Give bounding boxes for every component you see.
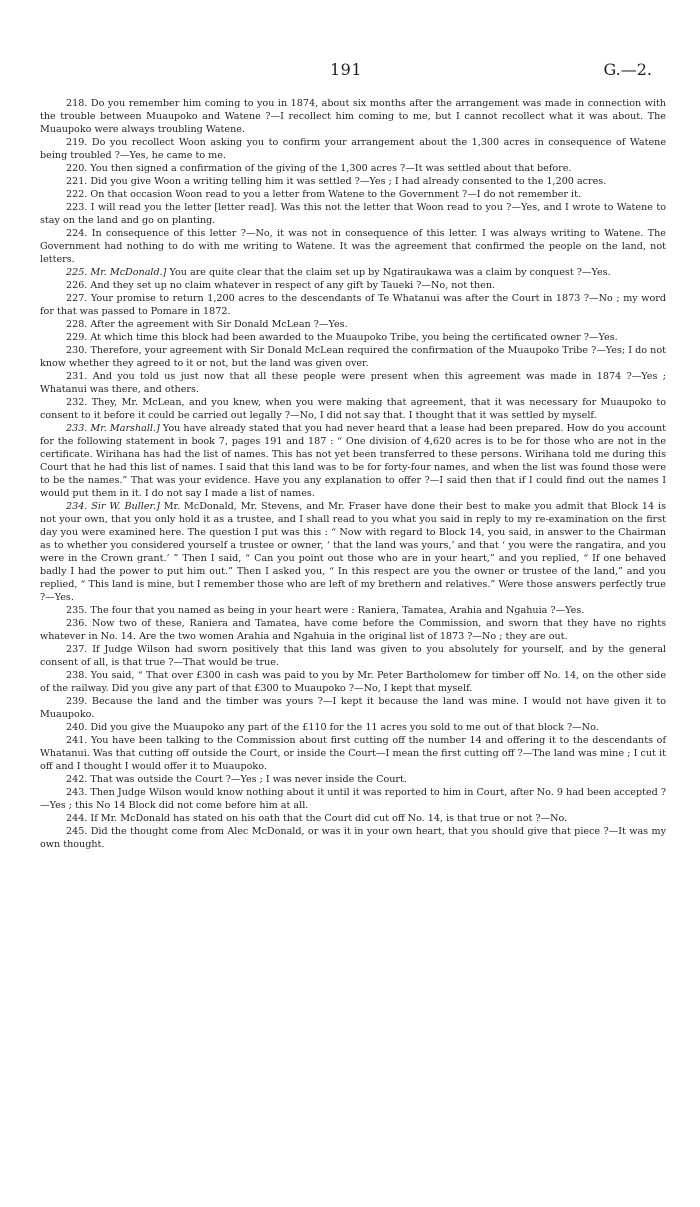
paragraph-text: You have already stated that you had never heard that a lease had been prepared. How do you account for the following statement in book 7, pages 191 and 187 : “ One division of 4,620 acres is to be for those who are not in the certificate. Wirihana has had the list of names. This has not yet been transferred to these persons. Wirihana told me during this Court that he had this list of names. I said that this land was to be for forty-four names, and when the list was found those were to be the names.” That was your evidence. Have you any explanation to offer ?—I said then that if I could find out the names I would put them in it. I do not say I made a list of names.	[40, 423, 666, 499]
testimony-paragraph	[40, 97, 666, 136]
paragraph-text: 245. Did the thought come from Alec McDonald, or was it in your own heart, that you should give that piece ?—It was my own thought.	[40, 826, 666, 850]
testimony-paragraph	[40, 318, 666, 331]
paragraph-text: 238. You said, “ That over £300 in cash was paid to you by Mr. Peter Bartholomew for timber off No. 14, on the other side of the railway. Did you give any part of that £300 to Muaupoko ?—No, I kept that myself.	[40, 670, 666, 694]
paragraph-text: 240. Did you give the Muaupoko any part of the £110 for the 11 acres you sold to me out of that block ?—No.	[66, 722, 599, 733]
paragraph-text: 224. In consequence of this letter ?—No, it was not in consequence of this letter. I was always writing to Watene. The Government had nothing to do with me writing to Watene. It was the agreement that confirmed the people on the land, not letters.	[40, 228, 666, 265]
testimony-paragraph	[40, 695, 666, 721]
paragraph-text: 227. Your promise to return 1,200 acres to the descendants of Te Whatanui was after the Court in 1873 ?—No ; my word for that was passed to Pomare in 1872.	[40, 293, 666, 317]
testimony-paragraph	[40, 292, 666, 318]
testimony-paragraph	[40, 617, 666, 643]
speaker-label: 225. Mr. McDonald.]	[66, 267, 167, 278]
paragraph-text: 243. Then Judge Wilson would know nothing about it until it was reported to him in Court, after No. 9 had been accepted ?—Yes ; this No 14 Block did not come before him at all.	[40, 787, 666, 811]
paragraph-text: 221. Did you give Woon a writing telling him it was settled ?—Yes ; I had already consented to the 1,200 acres.	[66, 176, 607, 187]
paragraph-text: Mr. McDonald, Mr. Stevens, and Mr. Fraser have done their best to make you admit that Block 14 is not your own, that you only hold it as a trustee, and I shall read to you what you said in reply to my re-examination on the first day you were examined here. The question I put was this : “ Now with regard to Block 14, you said, in answer to the Chairman as to whether you considered yourself a trustee or owner, ‘ that the land was yours,’ and that ‘ you were the rangatira, and you were in the Crown grant.’ ” Then I said, “ Can you point out those who are in your heart,” and you replied, “ If one behaved badly I had the power to put him out.” Then I asked you, “ In this respect are you the owner or trustee of the land,” and you replied, “ This land is mine, but I remember those who are left of my brethern and relatives.” Were those answers perfectly true ?—Yes.	[40, 501, 666, 603]
paragraph-text: 235. The four that you named as being in your heart were : Raniera, Tamatea, Arahia and Ngahuia ?—Yes.	[66, 605, 585, 616]
speaker-label: 233. Mr. Marshall.]	[66, 423, 160, 434]
paragraph-text: 222. On that occasion Woon read to you a letter from Watene to the Government ?—I do not remember it.	[66, 189, 582, 200]
paragraph-text: 226. And they set up no claim whatever in respect of any gift by Taueki ?—No, not then.	[66, 280, 496, 291]
paragraph-text: 218. Do you remember him coming to you in 1874, about six months after the arrangement was made in connection with the trouble between Muaupoko and Watene ?—I recollect him coming to me, but I cannot recollect what it was about. The Muaupoko were always troubling Watene.	[40, 98, 666, 135]
testimony-paragraph	[40, 331, 666, 344]
testimony-paragraph	[40, 773, 666, 786]
paragraph-text: You are quite clear that the claim set up by Ngatiraukawa was a claim by conquest ?—Yes.	[166, 267, 611, 278]
testimony-paragraph	[40, 786, 666, 812]
paragraph-text: 228. After the agreement with Sir Donald McLean ?—Yes.	[66, 319, 348, 330]
testimony-paragraph	[40, 162, 666, 175]
testimony-paragraph	[40, 396, 666, 422]
testimony-paragraph	[40, 227, 666, 266]
testimony-paragraph	[40, 201, 666, 227]
paragraph-text: 219. Do you recollect Woon asking you to confirm your arrangement about the 1,300 acres in consequence of Watene being troubled ?—Yes, he came to me.	[40, 137, 666, 161]
page-header	[40, 60, 652, 80]
paragraph-text: 244. If Mr. McDonald has stated on his oath that the Court did cut off No. 14, is that true or not ?—No.	[66, 813, 568, 824]
testimony-paragraph	[40, 825, 666, 851]
testimony-paragraph	[40, 669, 666, 695]
speaker-label: 234. Sir W. Buller.]	[66, 501, 160, 512]
testimony-paragraph	[40, 175, 666, 188]
paragraph-text: 230. Therefore, your agreement with Sir Donald McLean required the confirmation of the Muaupoko Tribe ?—Yes; I do not know whether they agreed to it or not, but the land was given over.	[40, 345, 666, 369]
testimony-paragraph	[40, 604, 666, 617]
paragraph-text: 231. And you told us just now that all these people were present when this agreement was made in 1874 ?—Yes ; Whatanui was there, and others.	[40, 371, 666, 395]
testimony-body	[40, 97, 666, 851]
document-reference: G.—2.	[603, 60, 652, 79]
paragraph-text: 239. Because the land and the timber was yours ?—I kept it because the land was mine. I would not have given it to Muaupoko.	[40, 696, 666, 720]
testimony-paragraph	[40, 188, 666, 201]
paragraph-text: 232. They, Mr. McLean, and you knew, when you were making that agreement, that it was necessary for Muaupoko to consent to it before it could be carried out legally ?—No, I did not say that. I thought that it was settled by myself.	[40, 397, 666, 421]
paragraph-text: 223. I will read you the letter [letter read]. Was this not the letter that Woon read to you ?—Yes, and I wrote to Watene to stay on the land and go on planting.	[40, 202, 666, 226]
paragraph-text: 229. At which time this block had been awarded to the Muaupoko Tribe, you being the certificated owner ?—Yes.	[66, 332, 618, 343]
testimony-paragraph	[40, 370, 666, 396]
testimony-paragraph	[40, 734, 666, 773]
paragraph-text: 241. You have been talking to the Commission about first cutting off the number 14 and offering it to the descendants of Whatanui. Was that cutting off outside the Court, or inside the Court—I mean the first cutting off ?—The land was mine ; I cut it off and I thought I would offer it to Muaupoko.	[40, 735, 666, 772]
testimony-paragraph	[40, 266, 666, 279]
paragraph-text: 242. That was outside the Court ?—Yes ; I was never inside the Court.	[66, 774, 407, 785]
testimony-paragraph	[40, 279, 666, 292]
testimony-paragraph	[40, 812, 666, 825]
testimony-paragraph	[40, 643, 666, 669]
testimony-paragraph	[40, 721, 666, 734]
testimony-paragraph	[40, 344, 666, 370]
page-number: 191	[329, 60, 363, 79]
testimony-paragraph	[40, 500, 666, 604]
paragraph-text: 237. If Judge Wilson had sworn positively that this land was given to you absolutely for yourself, and by the general consent of all, is that true ?—That would be true.	[40, 644, 666, 668]
paragraph-text: 220. You then signed a confirmation of the giving of the 1,300 acres ?—It was settled about that before.	[66, 163, 572, 174]
testimony-paragraph	[40, 422, 666, 500]
paragraph-text: 236. Now two of these, Raniera and Tamatea, have come before the Commission, and sworn that they have no rights whatever in No. 14. Are the two women Arahia and Ngahuia in the original list of 1873 ?—No ; they are out.	[40, 618, 666, 642]
testimony-paragraph	[40, 136, 666, 162]
